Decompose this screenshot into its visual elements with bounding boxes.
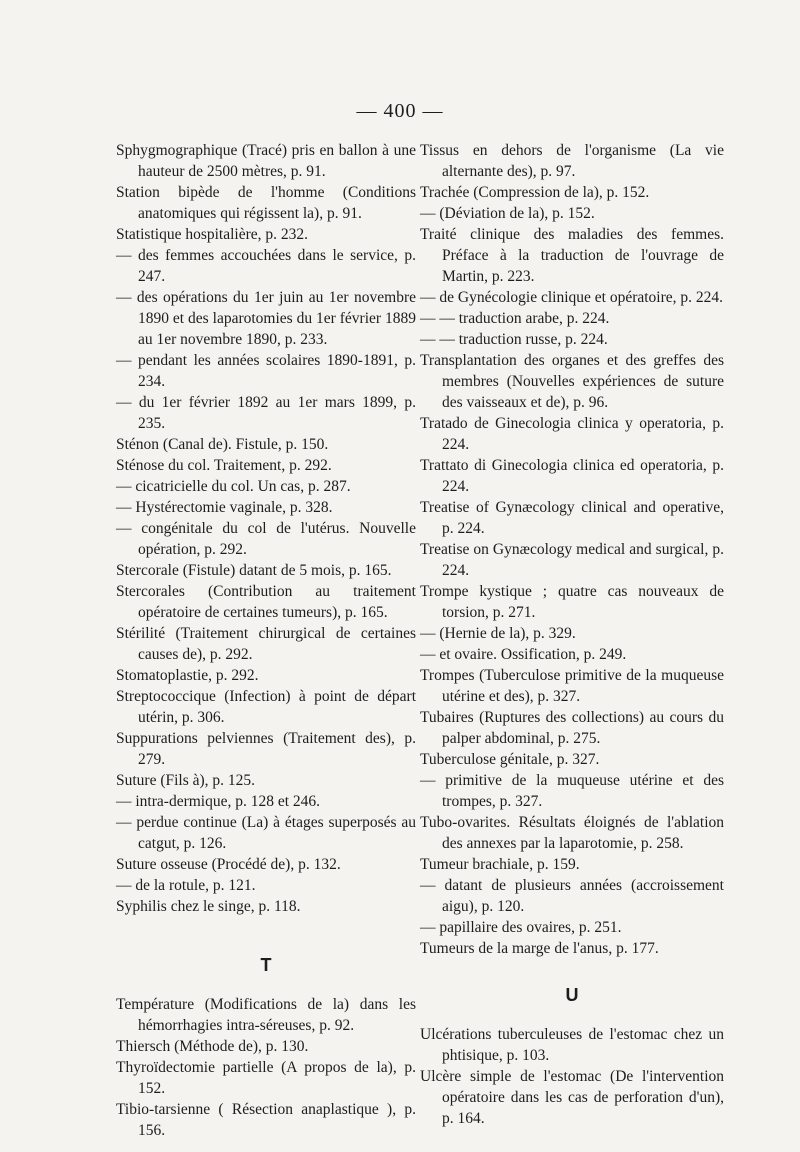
index-entry: Transplantation des organes et des greffes des membres (Nouvelles expériences de suture des vaisseaux et de), p. 96.: [420, 352, 724, 411]
index-entry: — primitive de la muqueuse utérine et des trompes, p. 327.: [420, 772, 724, 810]
index-entry: — des femmes accouchées dans le service, p. 247.: [116, 247, 416, 285]
index-entry: Tubaires (Ruptures des collections) au cours du palper abdominal, p. 275.: [420, 709, 724, 747]
index-entry: — et ovaire. Ossification, p. 249.: [420, 646, 627, 663]
index-entry: Statistique hospitalière, p. 232.: [116, 226, 309, 243]
index-entry: Sténon (Canal de). Fistule, p. 150.: [116, 436, 329, 453]
index-entry: Trompe kystique ; quatre cas nouveaux de torsion, p. 271.: [420, 583, 724, 621]
index-entry: — de Gynécologie clinique et opératoire, p. 224.: [420, 289, 724, 306]
index-entry: — de la rotule, p. 121.: [116, 877, 256, 894]
index-entry: Treatise on Gynæcology medical and surgical, p. 224.: [420, 541, 724, 579]
index-entry: Tratado de Ginecologia clinica y operatoria, p. 224.: [420, 415, 724, 453]
index-entry: Tumeur brachiale, p. 159.: [420, 856, 580, 873]
section-letter-t: T: [260, 955, 272, 975]
index-entry: — des opérations du 1er juin au 1er novembre 1890 et des laparotomies du 1er février 1889 au 1er novembre 1890, p. 233.: [116, 289, 416, 348]
index-entry: Suppurations pelviennes (Traitement des), p. 279.: [116, 730, 416, 768]
entries-u: [420, 1024, 724, 1129]
index-entry: — pendant les années scolaires 1890-1891, p. 234.: [116, 352, 416, 390]
index-entry: Ulcérations tuberculeuses de l'estomac chez un phtisique, p. 103.: [420, 1026, 724, 1064]
index-entry: Trachée (Compression de la), p. 152.: [420, 184, 650, 201]
index-entry: Température (Modifications de la) dans les hémorrhagies intra-séreuses, p. 92.: [116, 996, 416, 1034]
entries-t-left: [116, 994, 416, 1141]
index-entry: Sténose du col. Traitement, p. 292.: [116, 457, 332, 474]
index-entry: Thyroïdectomie partielle (A propos de la), p. 152.: [116, 1059, 416, 1097]
index-entry: Tuberculose génitale, p. 327.: [420, 751, 600, 768]
index-entry: Ulcère simple de l'estomac (De l'intervention opératoire dans les cas de perforation d'un), p. 164.: [420, 1068, 724, 1127]
index-entry: Tubo-ovarites. Résultats éloignés de l'ablation des annexes par la laparotomie, p. 258.: [420, 814, 724, 852]
page-number: — 400 —: [356, 100, 444, 122]
index-entry: — Hystérectomie vaginale, p. 328.: [116, 499, 333, 516]
index-entry: — (Hernie de la), p. 329.: [420, 625, 576, 642]
entries-t-right: [420, 140, 724, 959]
index-entry: Stomatoplastie, p. 292.: [116, 667, 259, 684]
index-entry: — — traduction arabe, p. 224.: [420, 310, 610, 327]
index-entry: Trompes (Tuberculose primitive de la muqueuse utérine et des), p. 327.: [420, 667, 724, 705]
index-entry: Station bipède de l'homme (Conditions anatomiques qui régissent la), p. 91.: [116, 184, 416, 222]
index-entry: Tissus en dehors de l'organisme (La vie alternante des), p. 97.: [420, 142, 724, 180]
index-entry: Traité clinique des maladies des femmes. Préface à la traduction de l'ouvrage de Martin, p. 223.: [420, 226, 724, 285]
index-entry: — papillaire des ovaires, p. 251.: [420, 919, 622, 936]
entries-s: [116, 140, 416, 917]
index-entry: Treatise of Gynæcology clinical and operative, p. 224.: [420, 499, 724, 537]
index-entry: Sphygmographique (Tracé) pris en ballon à une hauteur de 2500 mètres, p. 91.: [116, 142, 416, 180]
index-entry: — perdue continue (La) à étages superposés au catgut, p. 126.: [116, 814, 416, 852]
index-entry: — congénitale du col de l'utérus. Nouvelle opération, p. 292.: [116, 520, 416, 558]
index-entry: Tibio-tarsienne ( Résection anaplastique ), p. 156.: [116, 1101, 416, 1139]
index-entry: Suture osseuse (Procédé de), p. 132.: [116, 856, 341, 873]
index-entry: Suture (Fils à), p. 125.: [116, 772, 256, 789]
index-entry: Syphilis chez le singe, p. 118.: [116, 898, 301, 915]
index-entry: — — traduction russe, p. 224.: [420, 331, 608, 348]
index-entry: Stercorale (Fistule) datant de 5 mois, p. 165.: [116, 562, 392, 579]
index-entry: — cicatricielle du col. Un cas, p. 287.: [116, 478, 351, 495]
index-entry: — (Déviation de la), p. 152.: [420, 205, 595, 222]
index-entry: Streptococcique (Infection) à point de départ utérin, p. 306.: [116, 688, 416, 726]
index-entry: Stercorales (Contribution au traitement opératoire de certaines tumeurs), p. 165.: [116, 583, 416, 621]
index-entry: Stérilité (Traitement chirurgical de certaines causes de), p. 292.: [116, 625, 416, 663]
left-column: [116, 140, 416, 1141]
index-entry: Thiersch (Méthode de), p. 130.: [116, 1038, 309, 1055]
index-entry: — datant de plusieurs années (accroissement aigu), p. 120.: [420, 877, 724, 915]
section-letter-u: U: [565, 985, 579, 1005]
right-column: [420, 140, 724, 1129]
index-entry: — du 1er février 1892 au 1er mars 1899, p. 235.: [116, 394, 416, 432]
index-entry: — intra-dermique, p. 128 et 246.: [116, 793, 321, 810]
index-entry: Trattato di Ginecologia clinica ed operatoria, p. 224.: [420, 457, 724, 495]
index-entry: Tumeurs de la marge de l'anus, p. 177.: [420, 940, 659, 957]
